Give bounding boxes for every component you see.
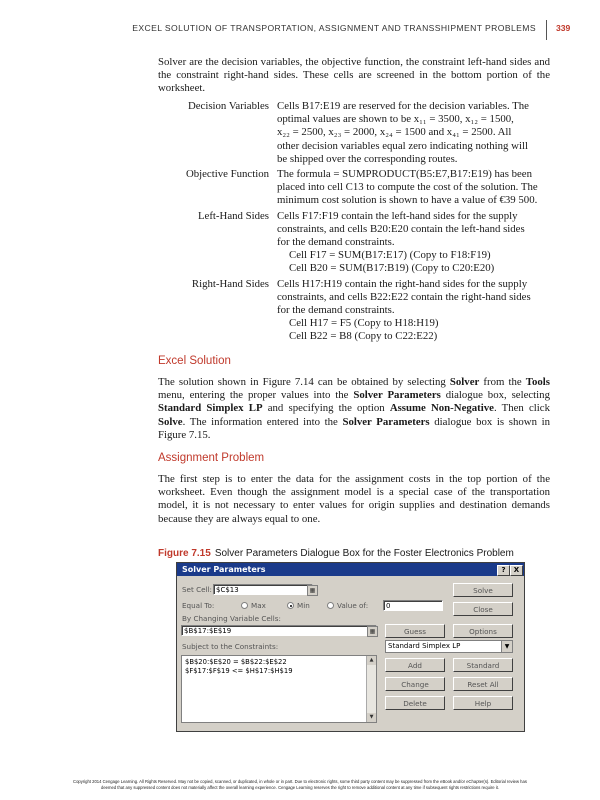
footer-line: deemed that any suppressed content does not materially affect the overall learning experience. Cengage Learning reserves the right to remove additional content at any time if subsequent rights restrictions require it.	[101, 784, 499, 790]
definition-line: Cells F17:F19 contain the left-hand sides for the supply	[277, 209, 518, 222]
standard-button[interactable]: Standard	[453, 658, 513, 672]
definition-term: Right-Hand Sides	[191, 277, 269, 290]
definition-description	[269, 210, 550, 276]
definition-term: Left-Hand Sides	[197, 209, 269, 222]
figure-caption-text: Solver Parameters Dialogue Box for the Foster Electronics Problem	[214, 548, 514, 559]
definition-description	[269, 100, 550, 166]
constraint-item[interactable]: $B$20:$E$20 = $B$22:$E$22	[185, 658, 287, 666]
radio-max[interactable]	[241, 602, 248, 609]
copyright-footer	[20, 779, 580, 790]
definition-line: Cells H17:H19 contain the right-hand sides for the supply	[277, 277, 528, 290]
set-cell-input[interactable]: $C$13	[213, 584, 313, 595]
changing-cells-input[interactable]: $B$17:$E$19	[181, 625, 377, 636]
changing-cells-label: By Changing Variable Cells:	[182, 614, 281, 623]
definition-description	[269, 168, 550, 208]
figure-caption	[158, 548, 514, 559]
radio-value-of[interactable]	[327, 602, 334, 609]
dialog-title: Solver Parameters	[182, 565, 266, 574]
radio-min-label: Min	[297, 601, 310, 610]
formula-line: Cell B22 = B8 (Copy to C22:E22)	[289, 330, 438, 343]
set-cell-label: Set Cell:	[182, 585, 212, 594]
help-title-button[interactable]: ?	[497, 565, 510, 576]
constraint-item[interactable]: $F$17:$F$19 <= $H$17:$H$19	[185, 667, 293, 675]
page-number: 339	[556, 23, 571, 33]
scroll-up-icon[interactable]: ▲	[367, 656, 376, 665]
formula-line: Cell B20 = SUM(B17:B19) (Copy to C20:E20)	[289, 262, 495, 275]
solving-method-select[interactable]	[385, 640, 513, 653]
range-picker-icon[interactable]: ▦	[367, 626, 378, 637]
change-button[interactable]: Change	[385, 677, 445, 691]
delete-button[interactable]: Delete	[385, 696, 445, 710]
radio-min[interactable]	[287, 602, 294, 609]
definition-line: for the demand constraints.	[277, 236, 395, 249]
definition-line: minimum cost solution is shown to have a value of €39 500.	[277, 194, 538, 207]
formula-line: Cell F17 = SUM(B17:E17) (Copy to F18:F19)	[289, 249, 491, 262]
definition-line: x₂₂ = 2500, x₂₃ = 2000, x₂₄ = 1500 and x₄₁ = 2500. All	[277, 126, 512, 139]
definition-line: Cells B17:E19 are reserved for the decision variables. The	[277, 100, 529, 112]
definition-line: be shipped over the corresponding routes.	[277, 152, 458, 165]
close-title-button[interactable]: X	[510, 565, 523, 576]
chevron-down-icon[interactable]: ▼	[501, 641, 512, 652]
header-divider	[546, 20, 547, 40]
definition-line: constraints, and cells B20:E20 contain the left-hand sides	[277, 222, 525, 235]
intro-paragraph: Solver are the decision variables, the objective function, the constraint left-hand sides and the constraint right-hand sides. These cells are screened in the bottom portion of the worksheet.	[158, 56, 550, 95]
range-picker-icon[interactable]: ▦	[307, 585, 318, 596]
constraints-label: Subject to the Constraints:	[182, 642, 279, 651]
definition-line: placed into cell C13 to compute the cost of the solution. The	[277, 181, 538, 194]
definition-term: Decision Variables	[187, 100, 269, 112]
solver-parameters-dialog	[176, 562, 525, 732]
equal-to-label: Equal To:	[182, 601, 215, 610]
solving-method-value: Standard Simplex LP	[388, 642, 461, 650]
definition-right-hand-sides	[158, 278, 550, 344]
reset-all-button[interactable]: Reset All	[453, 677, 513, 691]
radio-max-label: Max	[251, 601, 266, 610]
definition-list	[158, 100, 550, 344]
definition-decision-variables	[158, 100, 550, 166]
radio-value-of-label: Value of:	[337, 601, 369, 610]
definition-line: optimal values are shown to be x₁₁ = 3500, x₁₂ = 1500,	[277, 113, 514, 126]
definition-line: other decision variables equal zero indicating nothing will	[277, 139, 528, 152]
definition-line: constraints, and cells B22:E22 contain the right-hand sides	[277, 290, 531, 303]
scroll-down-icon[interactable]: ▼	[367, 713, 376, 722]
section-heading-assignment-problem: Assignment Problem	[158, 452, 265, 464]
constraints-list[interactable]	[181, 655, 377, 723]
section-heading-excel-solution: Excel Solution	[158, 355, 231, 367]
definition-objective-function	[158, 168, 550, 208]
assignment-problem-paragraph: The first step is to enter the data for the assignment costs in the top portion of the worksheet. Even though the assignment model is a special case of the transportation model, it is not necessary to enter values for origin supplies and destination demands because they are always equal to one.	[158, 473, 550, 525]
footer-line: Copyright 2014 Cengage Learning. All Rights Reserved. May not be copied, scanned, or duplicated, in whole or in part. Due to electronic rights, some third party content may be suppressed from the eBook and/or eChapter(s). Editorial review has	[73, 779, 527, 784]
constraints-scrollbar[interactable]	[366, 656, 376, 722]
excel-solution-paragraph: The solution shown in Figure 7.14 can be obtained by selecting Solver from the Tools menu, entering the proper values into the Solver Parameters dialogue box, selecting Standard Simplex LP and specifying the option Assume Non-Negative. Then click Solve. The information entered into the Solver Parameters dialogue box is shown in Figure 7.15.	[158, 376, 550, 441]
definition-term: Objective Function	[185, 168, 269, 181]
add-button[interactable]: Add	[385, 658, 445, 672]
definition-description	[269, 278, 550, 344]
value-of-input[interactable]: 0	[383, 600, 443, 611]
running-header-title: EXCEL SOLUTION OF TRANSPORTATION, ASSIGNMENT AND TRANSSHIPMENT PROBLEMS	[132, 23, 536, 33]
definition-left-hand-sides	[158, 210, 550, 276]
formula-line: Cell H17 = F5 (Copy to H18:H19)	[289, 317, 439, 330]
definition-line: for the demand constraints.	[277, 304, 395, 317]
help-button[interactable]: Help	[453, 696, 513, 710]
dialog-title-bar	[177, 563, 524, 576]
solve-button[interactable]: Solve	[453, 583, 513, 597]
close-button[interactable]: Close	[453, 602, 513, 616]
guess-button[interactable]: Guess	[385, 624, 445, 638]
running-header	[0, 23, 600, 39]
definition-line: The formula = SUMPRODUCT(B5:E7,B17:E19) has been	[277, 168, 532, 181]
figure-number: Figure 7.15	[158, 548, 211, 559]
options-button[interactable]: Options	[453, 624, 513, 638]
